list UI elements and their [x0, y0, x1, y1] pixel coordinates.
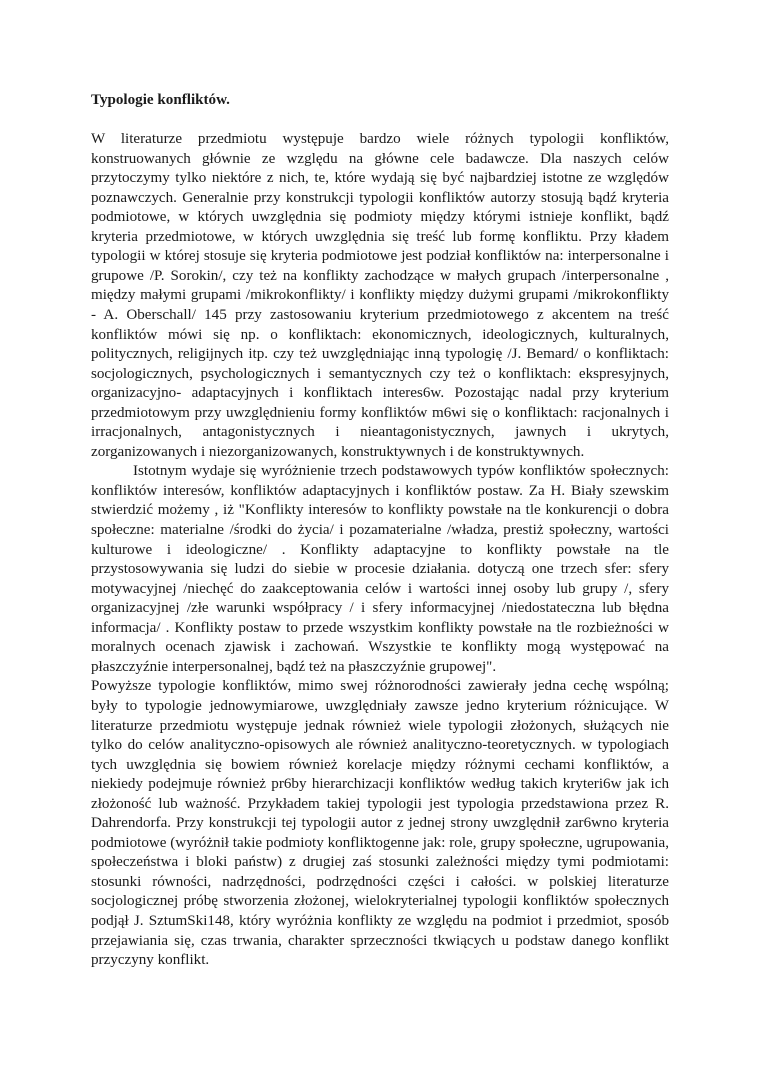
title-spacer [91, 111, 669, 131]
document-title: Typologie konfliktów. [91, 92, 230, 108]
paragraph-2: Istotnym wydaje się wyróżnienie trzech podstawowych typów konfliktów społecznych: konfliktów interesów, konfliktów adaptacyjnych i konfliktów postaw. Za H. Biały szewskim stwierdzić możemy , iż "Konflikty interesów to konflikty powstałe na tle konkurencji o dobra społeczne: materialne /środki do życia/ i pozamaterialne /władza, prestiż społeczny, wartości kulturowe i ideologiczne/ . Konflikty adaptacyjne to konflikty powstałe na tle przystosowywania się ludzi do siebie w procesie działania. dotyczą one trzech sfer: sfery motywacyjnej /niechęć do zaakceptowania celów i wartości innej osoby lub grupy /, sfery organizacyjnej /złe warunki współpracy / i sfery informacyjnej /niedostateczna lub błędna informacja/ . Konflikty postaw to przede wszystkim konflikty powstałe na tle rozbieżności w moralnych ocenach zjawisk i zachowań. Wszystkie te konflikty mogą występować na płaszczyźnie interpersonalnej, bądź też na płaszczyźnie grupowej". [91, 463, 669, 675]
paragraph-3: Powyższe typologie konfliktów, mimo swej różnorodności zawierały jedna cechę wspólną; były to typologie jednowymiarowe, uwzględniały zawsze jedno kryterium różnicujące. W literaturze przedmiotu występuje jednak również wiele typologii złożonych, służących nie tylko do celów analityczno-opisowych ale również analityczno-teoretycznych. w typologiach tych uwzględnia się bowiem również korelacje między różnymi cechami konfliktów, a niekiedy podejmuje również pr6by hierarchizacji konfliktów według takich kryteri6w jak ich złożoność lub ważność. Przykładem takiej typologii jest typologia przedstawiona przez R. Dahrendorfa. Przy konstrukcji tej typologii autor z jednej strony uwzględnił zar6wno kryteria podmiotowe (wyróżnił takie podmioty konfliktogenne jak: role, grupy społeczne, ugrupowania, społeczeństwa i bloki państw) z drugiej zaś stosunki zależności między tymi podmiotami: stosunki równości, nadrzędności, podrzędności części i całości. w polskiej literaturze socjologicznej próbę stworzenia złożonej, wielokryterialnej typologii konfliktów społecznych podjął J. SztumSki148, który wyróżnia konflikty ze względu na podmiot i przedmiot, sposób przejawiania się, czas trwania, charakter sprzeczności tkwiących u podstaw danego konflikt przyczyny konflikt. [91, 678, 669, 969]
document-body [91, 91, 669, 971]
paragraph-1: W literaturze przedmiotu występuje bardzo wiele różnych typologii konfliktów, konstruowanych głównie ze względu na główne cele badawcze. Dla naszych celów przytoczymy tylko niektóre z nich, te, które wydają się być najbardziej istotne ze względów poznawczych. Generalnie przy konstrukcji typologii konfliktów autorzy stosują bądź kryteria podmiotowe, w których uwzględnia się podmioty między którymi istnieje konflikt, bądź kryteria przedmiotowe, w których uwzględnia się treść lub formę konfliktu. Przy kładem typologii w której stosuje się kryteria podmiotowe jest podział konfliktów na: interpersonalne i grupowe /P. Sorokin/, czy też na konflikty zachodzące w małych grupach /interpersonalne , między małymi grupami /mikrokonflikty/ i konflikty między dużymi grupami /mikrokonflikty - A. Oberschall/ 145 przy zastosowaniu kryterium przedmiotowego z akcentem na treść konfliktów mówi się np. o konfliktach: ekonomicznych, ideologicznych, kulturalnych, politycznych, religijnych itp. czy też uwzględniając inną typologię /J. Bemard/ o konfliktach: socjologicznych, psychologicznych i semantycznych czy też o konfliktach: ekspresyjnych, organizacyjno- adaptacyjnych i konfliktach interes6w. Pozostając nadal przy kryterium przedmiotowym przy uwzględnieniu formy konfliktów m6wi się o konfliktach: racjonalnych i irracjonalnych, antagonistycznych i nieantagonistycznych, jawnych i ukrytych, zorganizowanych i niezorganizowanych, konstruktywnych i de konstruktywnych. [91, 131, 669, 460]
